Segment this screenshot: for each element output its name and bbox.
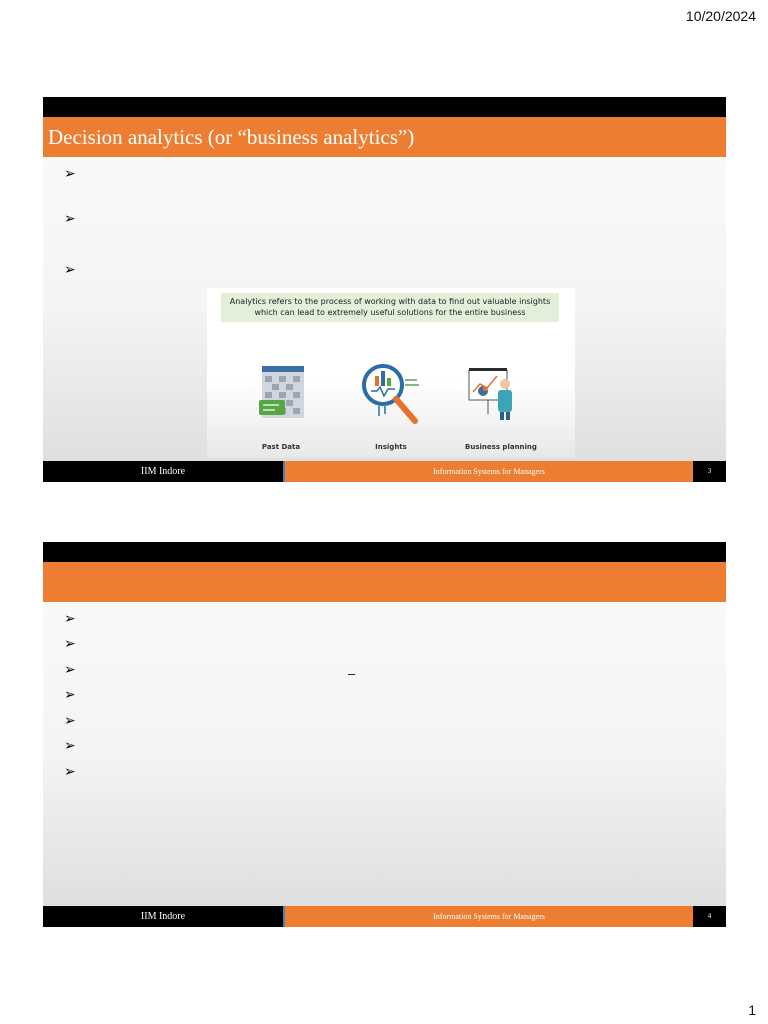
slide-title: Decision analytics (or “business analytics”) bbox=[48, 125, 415, 149]
dash-mark: – bbox=[348, 666, 356, 681]
page-date: 10/20/2024 bbox=[685, 8, 756, 24]
page-number: 1 bbox=[748, 1002, 756, 1018]
caption-past-data: Past Data bbox=[261, 443, 301, 451]
bullet-icon: ➢ bbox=[64, 763, 76, 779]
footer-institution: IIM Indore bbox=[140, 911, 186, 922]
bullet-icon: ➢ bbox=[64, 610, 76, 626]
slide-4 bbox=[43, 542, 726, 927]
slide-top-bar bbox=[43, 97, 726, 117]
bullet-icon: ➢ bbox=[64, 712, 76, 728]
footer-center bbox=[283, 906, 693, 927]
footer-right bbox=[693, 906, 726, 927]
slide-title-bar bbox=[43, 117, 726, 157]
footer-left bbox=[43, 906, 283, 927]
caption-business-planning: Business planning bbox=[465, 443, 537, 451]
footer-course: Information Systems for Managers bbox=[433, 912, 545, 921]
analytics-illustration bbox=[207, 288, 575, 458]
footer-center bbox=[283, 461, 693, 482]
slide-title-bar bbox=[43, 562, 726, 602]
caption-insights: Insights bbox=[375, 443, 407, 451]
bullet-icon: ➢ bbox=[64, 661, 76, 677]
slide-3 bbox=[43, 97, 726, 482]
footer-institution: IIM Indore bbox=[140, 466, 186, 477]
bullet-icon: ➢ bbox=[64, 261, 76, 277]
footer-slide-number: 4 bbox=[707, 912, 712, 920]
footer-course: Information Systems for Managers bbox=[433, 467, 545, 476]
slide-footer bbox=[43, 461, 726, 482]
bullet-icon: ➢ bbox=[64, 737, 76, 753]
bullet-icon: ➢ bbox=[64, 635, 76, 651]
slide-top-bar bbox=[43, 542, 726, 562]
footer-slide-number: 3 bbox=[707, 467, 712, 475]
bullet-icon: ➢ bbox=[64, 210, 76, 226]
magnifier-chart-icon bbox=[364, 366, 419, 421]
banner-line-1: Analytics refers to the process of working with data to find out valuable insights bbox=[229, 297, 551, 306]
footer-left bbox=[43, 461, 283, 482]
slide-footer bbox=[43, 906, 726, 927]
bullet-icon: ➢ bbox=[64, 686, 76, 702]
illustration-banner bbox=[221, 293, 559, 322]
presenter-icon bbox=[469, 368, 512, 420]
bullet-icon: ➢ bbox=[64, 165, 76, 181]
footer-right bbox=[693, 461, 726, 482]
spreadsheet-icon bbox=[259, 366, 304, 418]
banner-line-2: which can lead to extremely useful solutions for the entire business bbox=[254, 308, 526, 317]
